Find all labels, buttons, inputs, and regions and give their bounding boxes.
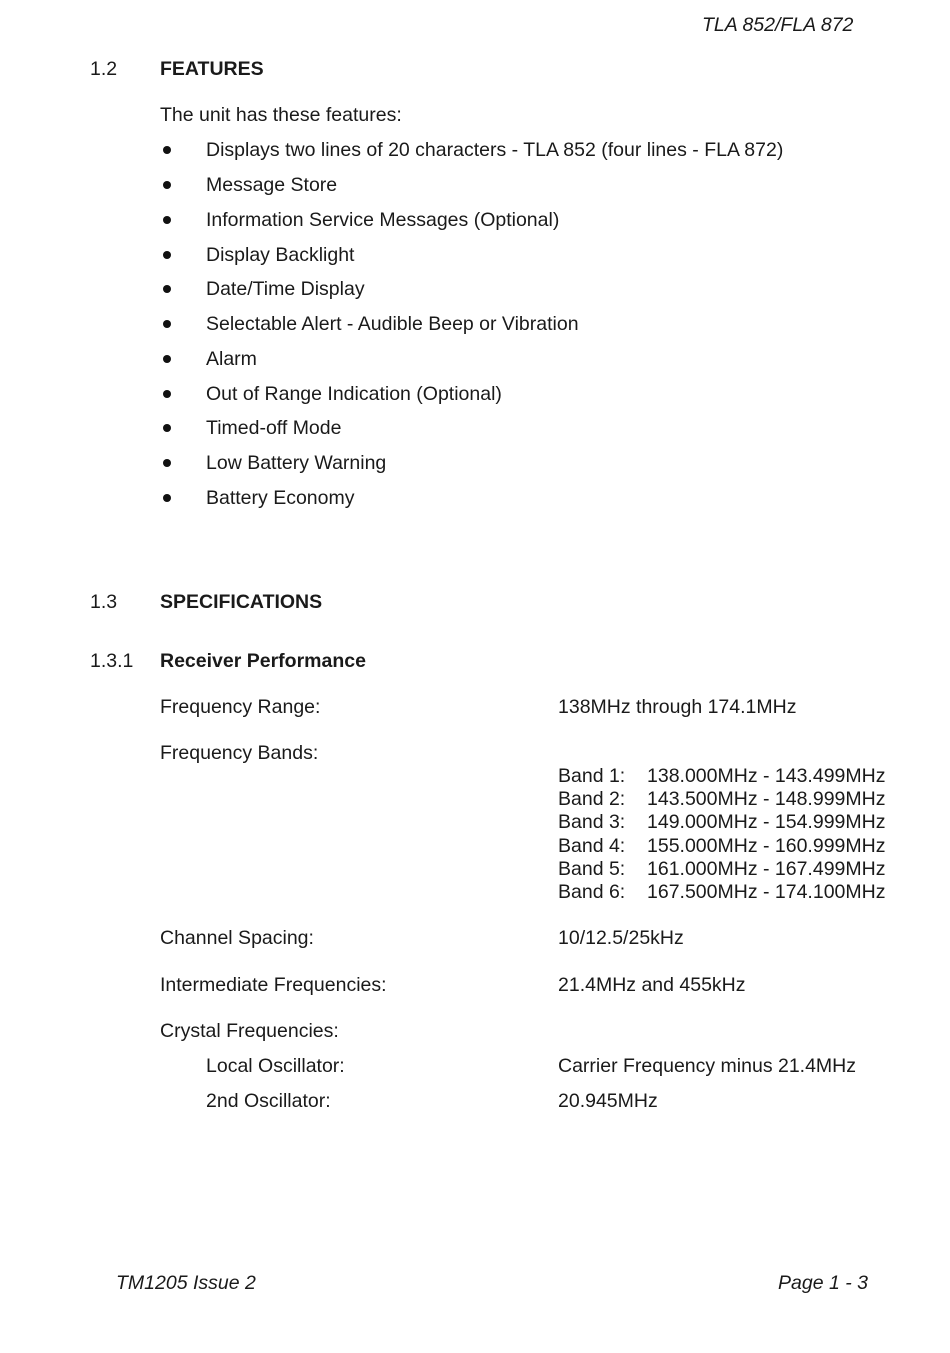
band-range: 143.500MHz - 148.999MHz — [647, 788, 886, 810]
footer-issue: TM1205 Issue 2 — [116, 1272, 256, 1294]
list-item-text: Information Service Messages (Optional) — [206, 209, 560, 231]
spec-value: 21.4MHz and 455kHz — [558, 974, 746, 996]
band-name: Band 4: — [558, 835, 626, 857]
list-item-text: Date/Time Display — [206, 278, 365, 300]
band-name: Band 3: — [558, 811, 626, 833]
bullet-icon — [163, 216, 171, 224]
spec-value: 10/12.5/25kHz — [558, 927, 684, 949]
bullet-icon — [163, 251, 171, 259]
list-item-text: Message Store — [206, 174, 338, 196]
bullet-icon — [163, 390, 171, 398]
list-item-text: Alarm — [206, 348, 257, 370]
spec-label: Frequency Range: — [160, 696, 321, 718]
list-item-text: Battery Economy — [206, 487, 355, 509]
bullet-icon — [163, 494, 171, 502]
bullet-icon — [163, 146, 171, 154]
bullet-icon — [163, 320, 171, 328]
list-item-text: Selectable Alert - Audible Beep or Vibration — [206, 313, 579, 335]
list-item-text: Out of Range Indication (Optional) — [206, 383, 502, 405]
page-number: Page 1 - 3 — [778, 1272, 868, 1294]
section-number: 1.2 — [90, 58, 118, 80]
list-item-text: Low Battery Warning — [206, 452, 387, 474]
band-name: Band 2: — [558, 788, 626, 810]
band-name: Band 5: — [558, 858, 626, 880]
spec-value: 138MHz through 174.1MHz — [558, 696, 797, 718]
spec-value: Carrier Frequency minus 21.4MHz — [558, 1055, 857, 1077]
list-item-text: Displays two lines of 20 characters - TLA 852 (four lines - FLA 872) — [206, 139, 784, 161]
bullet-icon — [163, 181, 171, 189]
spec-sublabel: 2nd Oscillator: — [206, 1090, 331, 1112]
document-header-title: TLA 852/FLA 872 — [702, 14, 854, 36]
band-name: Band 1: — [558, 765, 626, 787]
section-heading: FEATURES — [160, 58, 264, 80]
section-number: 1.3 — [90, 591, 118, 613]
band-range: 155.000MHz - 160.999MHz — [647, 835, 886, 857]
bullet-icon — [163, 424, 171, 432]
band-range: 138.000MHz - 143.499MHz — [647, 765, 886, 787]
spec-label: Crystal Frequencies: — [160, 1020, 339, 1042]
band-range: 161.000MHz - 167.499MHz — [647, 858, 886, 880]
bullet-icon — [163, 355, 171, 363]
band-range: 149.000MHz - 154.999MHz — [647, 811, 886, 833]
bullet-icon — [163, 459, 171, 467]
spec-value: 20.945MHz — [558, 1090, 658, 1112]
list-item-text: Display Backlight — [206, 244, 355, 266]
spec-label: Channel Spacing: — [160, 927, 314, 949]
subsection-heading: Receiver Performance — [160, 650, 366, 672]
list-item-text: Timed-off Mode — [206, 417, 342, 439]
features-intro: The unit has these features: — [160, 104, 402, 126]
spec-label: Intermediate Frequencies: — [160, 974, 387, 996]
spec-label: Frequency Bands: — [160, 742, 319, 764]
band-name: Band 6: — [558, 881, 626, 903]
band-range: 167.500MHz - 174.100MHz — [647, 881, 886, 903]
subsection-number: 1.3.1 — [90, 650, 134, 672]
section-heading: SPECIFICATIONS — [160, 591, 323, 613]
spec-sublabel: Local Oscillator: — [206, 1055, 345, 1077]
bullet-icon — [163, 285, 171, 293]
